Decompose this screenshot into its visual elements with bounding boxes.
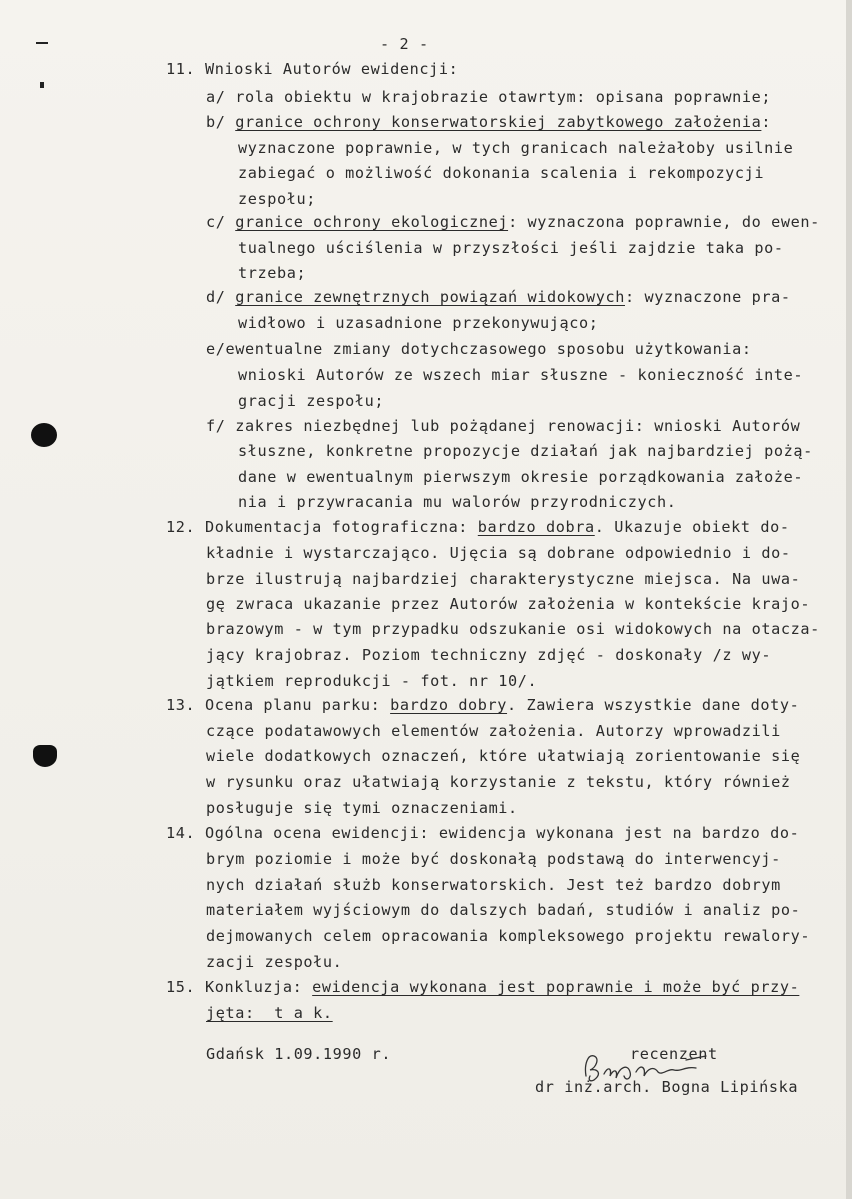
text-line <box>206 546 791 561</box>
text-run: . Zawiera wszystkie dane doty- <box>507 696 800 714</box>
text-run: 15. Konkluzja: <box>166 978 313 996</box>
text-line <box>238 166 764 181</box>
punch-hole <box>33 745 57 767</box>
text-run: d/ <box>206 288 236 306</box>
page-number: - 2 - <box>380 35 429 53</box>
text-run: czące podatawowych elementów założenia. Autorzy wprowadzili <box>206 722 781 740</box>
text-run: w rysunku oraz ułatwiają korzystanie z tekstu, który również <box>206 773 791 791</box>
text-run: trzeba; <box>238 264 307 282</box>
text-line <box>206 215 820 230</box>
text-line <box>238 394 384 409</box>
text-run: e/ewentualne zmiany dotychczasowego sposobu użytkowania: <box>206 340 752 358</box>
text-run: nia i przywracania mu walorów przyrodniczych. <box>238 493 677 511</box>
text-run: kładnie i wystarczająco. Ujęcia są dobrane odpowiednio i do- <box>206 544 791 562</box>
text-run: a/ rola obiektu w krajobrazie otawrtym: opisana poprawnie; <box>206 88 772 106</box>
underlined-phrase: granice zewnętrznych powiązań widokowych <box>235 288 625 306</box>
text-line <box>206 775 791 790</box>
text-run: : <box>761 113 772 131</box>
text-line <box>166 520 790 535</box>
text-line <box>206 674 537 689</box>
text-run: wiele dodatkowych oznaczeń, które ułatwiają zorientowanie się <box>206 747 801 765</box>
margin-mark <box>40 82 44 88</box>
underlined-phrase: jęta: t a k. <box>206 1004 333 1022</box>
text-run: zabiegać o możliwość dokonania scalenia i rekompozycji <box>238 164 765 182</box>
text-run: materiałem wyjściowym do dalszych badań, studiów i analiz po- <box>206 901 801 919</box>
text-line <box>206 419 800 434</box>
text-run: dr inż.arch. Bogna Lipińska <box>535 1078 799 1096</box>
text-line <box>238 266 306 281</box>
text-line <box>238 470 803 485</box>
text-run: wnioski Autorów ze wszech miar słuszne - konieczność inte- <box>238 366 804 384</box>
page-edge <box>846 0 852 1199</box>
text-line <box>206 749 800 764</box>
text-run: zespołu; <box>238 190 316 208</box>
handwritten-signature <box>578 1046 728 1086</box>
text-run: widłowo i uzasadnione przekonywująco; <box>238 314 599 332</box>
text-run: . Ukazuje obiekt do- <box>594 518 790 536</box>
text-run: brym poziomie i może być doskonałą podstawą do interwencyj- <box>206 850 781 868</box>
text-line <box>206 852 781 867</box>
text-line <box>206 1047 391 1062</box>
margin-mark <box>36 42 48 44</box>
text-line <box>206 597 810 612</box>
text-run: recenzent <box>630 1045 718 1063</box>
text-run: f/ zakres niezbędnej lub pożądanej renowacji: wnioski Autorów <box>206 417 801 435</box>
text-run: 11. Wnioski Autorów ewidencji: <box>166 60 459 78</box>
text-run: tualnego uściślenia w przyszłości jeśli zajdzie taka po- <box>238 239 784 257</box>
text-run: nych działań służb konserwatorskich. Jest też bardzo dobrym <box>206 876 781 894</box>
text-run: : wyznaczona poprawnie, do ewen- <box>508 213 820 231</box>
text-line <box>206 290 791 305</box>
text-line <box>206 572 800 587</box>
text-run: słuszne, konkretne propozycje działań jak najbardziej pożą- <box>238 442 813 460</box>
text-line <box>206 622 820 637</box>
text-run: gracji zespołu; <box>238 392 385 410</box>
underlined-phrase: granice ochrony ekologicznej <box>235 213 509 231</box>
text-line <box>238 495 676 510</box>
text-run: c/ <box>206 213 236 231</box>
text-run: dane w ewentualnym pierwszym okresie porządkowania założe- <box>238 468 804 486</box>
text-run: brze ilustrują najbardziej charakterystyczne miejsca. Na uwa- <box>206 570 801 588</box>
text-run: jący krajobraz. Poziom techniczny zdjęć - doskonały /z wy- <box>206 646 772 664</box>
text-run: b/ <box>206 113 236 131</box>
underlined-phrase: bardzo dobry <box>390 696 508 714</box>
text-line <box>166 698 799 713</box>
text-run: brazowym - w tym przypadku odszukanie osi widokowych na otacza- <box>206 620 820 638</box>
text-run: Gdańsk 1.09.1990 r. <box>206 1045 392 1063</box>
text-run: jątkiem reprodukcji - fot. nr 10/. <box>206 672 538 690</box>
text-line <box>206 1006 333 1021</box>
text-line <box>238 368 803 383</box>
text-run: 12. Dokumentacja fotograficzna: <box>166 518 478 536</box>
text-run: wyznaczone poprawnie, w tych granicach należałoby usilnie <box>238 139 794 157</box>
text-run: dejmowanych celem opracowania kompleksowego projektu rewalory- <box>206 927 811 945</box>
text-run: 14. Ogólna ocena ewidencji: ewidencja wykonana jest na bardzo do- <box>166 824 800 842</box>
text-line <box>206 903 800 918</box>
text-line <box>238 141 793 156</box>
text-run: gę zwraca ukazanie przez Autorów założenia w kontekście krajo- <box>206 595 811 613</box>
text-line <box>206 878 781 893</box>
text-line <box>206 929 810 944</box>
text-line <box>166 826 799 841</box>
text-line <box>238 241 784 256</box>
text-run: posługuje się tymi oznaczeniami. <box>206 799 518 817</box>
text-line <box>166 62 458 77</box>
text-line <box>206 342 752 357</box>
text-line <box>238 444 813 459</box>
text-run: zacji zespołu. <box>206 953 343 971</box>
text-run: : wyznaczone pra- <box>624 288 791 306</box>
text-line <box>238 192 316 207</box>
text-line <box>206 648 771 663</box>
text-run: 13. Ocena planu parku: <box>166 696 391 714</box>
underlined-phrase: bardzo dobra <box>477 518 595 536</box>
text-line <box>206 90 771 105</box>
text-line <box>206 115 771 130</box>
underlined-phrase: granice ochrony konserwatorskiej zabytkowego założenia <box>235 113 762 131</box>
underlined-phrase: ewidencja wykonana jest poprawnie i może być przy- <box>312 978 800 996</box>
punch-hole <box>31 423 57 447</box>
text-line <box>206 724 781 739</box>
text-line <box>238 316 599 331</box>
text-line <box>206 955 342 970</box>
text-line <box>166 980 799 995</box>
text-line <box>206 801 518 816</box>
